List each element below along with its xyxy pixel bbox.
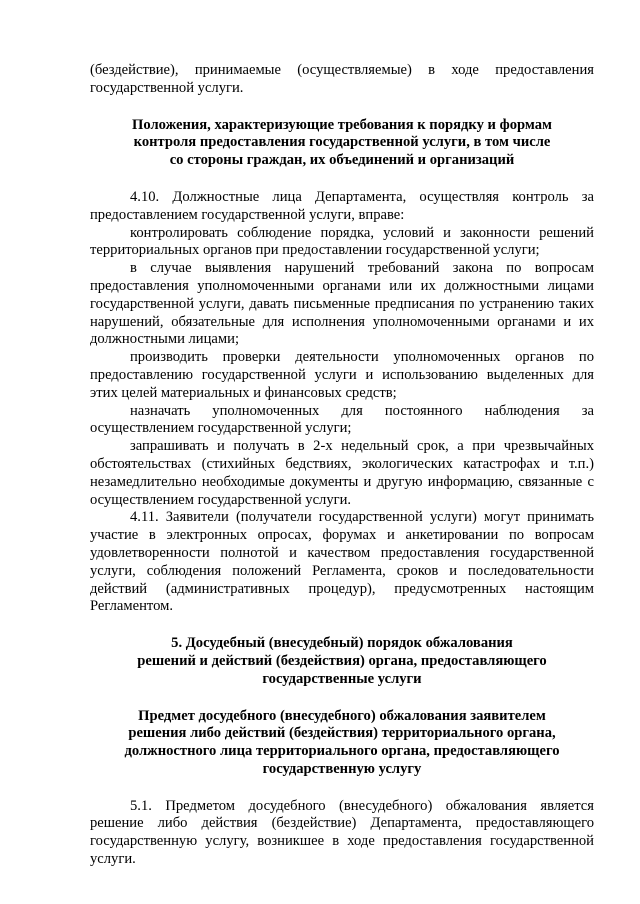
heading-line: Предмет досудебного (внесудебного) обжалования заявителем bbox=[138, 707, 546, 724]
heading-line: Положения, характеризующие требования к порядку и формам bbox=[132, 116, 552, 133]
heading-line: государственную услугу bbox=[262, 760, 422, 777]
list-item-request-documents: запрашивать и получать в 2-х недельный срок, а при чрезвычайных обстоятельствах (стихийных бедствиях, экологических катастрофах и т.п.) незамедлительно необходимые документы и другую информацию, связанные с осуществлением государственной услуги. bbox=[90, 438, 594, 508]
heading-line: решений и действий (бездействия) органа, предоставляющего bbox=[137, 652, 547, 669]
subsection-heading-appeal-subject bbox=[90, 708, 594, 779]
list-item-appoint-observers: назначать уполномоченных для постоянного наблюдения за осуществлением государственной услуги; bbox=[90, 402, 594, 437]
section-heading-5 bbox=[90, 635, 594, 688]
heading-line: государственные услуги bbox=[262, 670, 422, 687]
list-item-inspections: производить проверки деятельности уполномоченных органов по предоставлению государственной услуги и использованию выделенных для этих целей материальных и финансовых средств; bbox=[90, 349, 594, 401]
section-heading-control bbox=[90, 117, 594, 170]
paragraph-4-10: 4.10. Должностные лица Департамента, осуществляя контроль за предоставлением государственной услуги, вправе: bbox=[90, 188, 594, 223]
paragraph-5-1: 5.1. Предметом досудебного (внесудебного) обжалования является решение либо действия (бездействие) Департамента, предоставляющего государственную услугу, возникшее в ходе предоставления государственной услуги. bbox=[90, 797, 594, 868]
paragraph-4-11: 4.11. Заявители (получатели государственной услуги) могут принимать участие в электронных опросах, форумах и анкетировании по вопросам удовлетворенности полнотой и качеством предоставления государственной услуги, соблюдения положений Регламента, сроков и последовательности действий (административных процедур), предусмотренных настоящим Регламентом. bbox=[90, 509, 594, 615]
heading-line: решения либо действий (бездействия) территориального органа, bbox=[128, 725, 556, 742]
heading-line: контроля предоставления государственной услуги, в том числе bbox=[133, 134, 551, 151]
list-item-written-orders: в случае выявления нарушений требований закона по вопросам предоставления уполномоченными органами или их должностными лицами государственной услуги, давать письменные предписания по устранению таких нарушений, обязательные для исполнения уполномоченными органами и их должностными лицами; bbox=[90, 260, 594, 348]
paragraph-continuation: (бездействие), принимаемые (осуществляемые) в ходе предоставления государственной услуги. bbox=[90, 62, 594, 96]
list-item-control-compliance: контролировать соблюдение порядка, условий и законности решений территориальных органов при предоставлении государственной услуги; bbox=[90, 224, 594, 259]
heading-line: со стороны граждан, их объединений и организаций bbox=[169, 152, 515, 169]
heading-line: 5. Досудебный (внесудебный) порядок обжалования bbox=[171, 635, 513, 652]
heading-line: должностного лица территориального органа, предоставляющего bbox=[124, 743, 560, 760]
